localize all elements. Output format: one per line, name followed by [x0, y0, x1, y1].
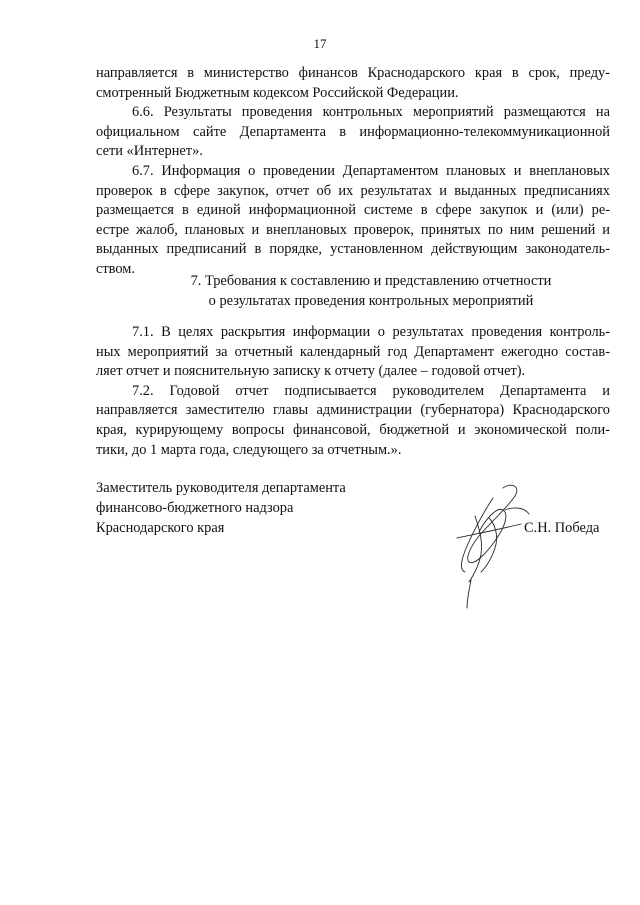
- section-7-heading: [96, 272, 610, 311]
- text-line: направляется заместителю главы администрации (губернатора) Краснодарского: [96, 402, 610, 419]
- text-line: 7.2. Годовой отчет подписывается руководителем Департамента и: [132, 382, 610, 399]
- paragraph-6-5-end: [96, 64, 610, 103]
- section-7-body: [96, 323, 610, 460]
- signer-position-line: финансово-бюджетного надзора: [96, 500, 294, 516]
- paragraph-7-2: [96, 382, 610, 460]
- paragraph-6-6: [96, 103, 610, 162]
- text-line: 7.1. В целях раскрытия информации о результатах проведения контроль-: [132, 324, 610, 340]
- text-line: естре жалоб, плановых и внеплановых проверок, принятых по ним решений и: [96, 221, 610, 238]
- document-body: [96, 64, 610, 280]
- text-line: ных мероприятий за отчетный календарный год Департамент ежегодно состав-: [96, 343, 610, 360]
- paragraph-6-7: [96, 162, 610, 280]
- text-line: смотренный Бюджетным кодексом Российской Федерации.: [96, 84, 459, 101]
- text-line: официальном сайте Департамента в информационно-телекоммуникационной: [96, 123, 610, 140]
- heading-line: 7. Требования к составлению и представлению отчетности: [190, 273, 552, 289]
- heading-line: о результатах проведения контрольных мероприятий: [208, 292, 534, 309]
- handwritten-signature: [445, 480, 535, 612]
- page-number: 17: [313, 36, 327, 51]
- signer-position-line: Краснодарского края: [96, 520, 225, 536]
- signer-position: [96, 478, 396, 538]
- text-line: края, курирующему вопросы финансовой, бюджетной и экономической поли-: [96, 421, 610, 438]
- text-line: 6.7. Информация о проведении Департаментом плановых и внеплановых: [132, 162, 610, 179]
- text-line: ством.: [96, 260, 135, 277]
- text-line: направляется в министерство финансов Краснодарского края в срок, преду-: [96, 65, 610, 81]
- paragraph-7-1: [96, 323, 610, 382]
- text-line: тики, до 1 марта года, следующего за отчетным.».: [96, 441, 402, 458]
- text-line: ляет отчет и пояснительную записку к отчету (далее – годовой отчет).: [96, 363, 526, 380]
- text-line: размещается в единой информационной системе в сфере закупок и (или) ре-: [96, 202, 610, 219]
- text-line: выданных предписаний в порядке, установленном действующим законодатель-: [96, 241, 610, 258]
- signer-name: С.Н. Победа: [524, 520, 600, 536]
- text-line: сети «Интернет».: [96, 143, 203, 160]
- text-line: 6.6. Результаты проведения контрольных мероприятий размещаются на: [132, 104, 610, 121]
- signer-position-line: Заместитель руководителя департамента: [96, 480, 346, 496]
- text-line: проверок в сфере закупок, отчет об их результатах и выданных предписаниях: [96, 182, 610, 199]
